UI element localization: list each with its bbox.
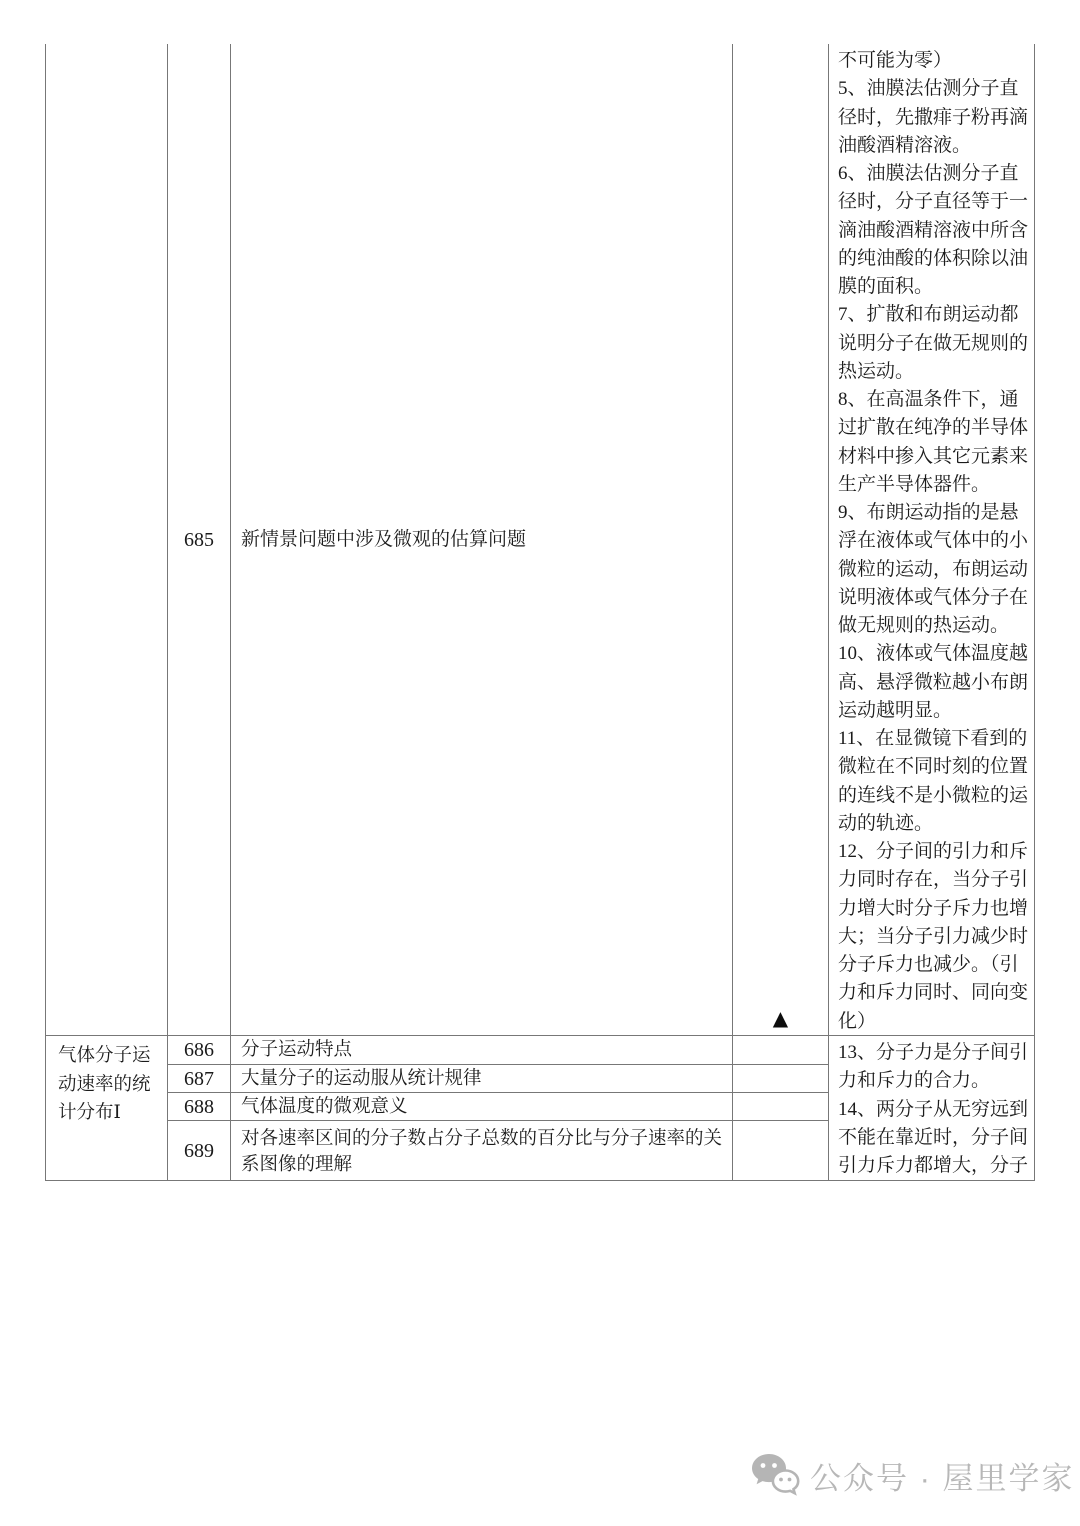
- note-line: 说明液体或气体分子在: [838, 586, 1029, 608]
- note-line: 力增大时分子斥力也增: [838, 897, 1029, 919]
- note-line: 微粒的运动，布朗运动: [838, 558, 1029, 580]
- note-line: 浮在液体或气体中的小: [838, 530, 1029, 552]
- note-line: 10、液体或气体温度越: [838, 643, 1029, 665]
- note-line: 径时，先撒痱子粉再滴: [838, 106, 1029, 128]
- note-line: 引力斥力都增大，分子: [838, 1155, 1029, 1176]
- note-line: 8、在高温条件下，通: [838, 389, 1019, 410]
- note-line: 径时，分子直径等于一: [838, 191, 1029, 213]
- note-line: 13、分子力是分子间引: [838, 1042, 1029, 1063]
- empty-cell-688: [732, 1093, 828, 1121]
- wechat-account-label: 公众号 · 屋里学家: [810, 1460, 1075, 1496]
- topic-number-685: 685: [167, 44, 230, 1036]
- note-line: 动的轨迹。: [838, 812, 934, 834]
- topic-number-689: 689: [167, 1121, 230, 1181]
- note-line: 的连线不是小微粒的运: [838, 784, 1029, 806]
- note-line: 14、两分子从无穷远到: [838, 1098, 1029, 1120]
- note-line: 力和斥力的合力。: [838, 1070, 991, 1092]
- category-cell-685: [45, 44, 167, 1036]
- empty-cell-687: [732, 1065, 828, 1093]
- note-line: 过扩散在纯净的半导体: [838, 417, 1029, 439]
- category-cell-gas-molecules: 气体分子运动速率的统计分布Ⅰ: [45, 1036, 167, 1181]
- topic-title-687: 大量分子的运动服从统计规律: [230, 1065, 732, 1093]
- note-line: 7、扩散和布朗运动都: [838, 304, 1019, 326]
- topic-number-688: 688: [167, 1093, 230, 1121]
- wechat-watermark: [750, 1452, 1075, 1498]
- up-triangle-icon: ▲: [772, 1006, 789, 1030]
- note-line: 油酸酒精溶液。: [838, 134, 972, 156]
- note-line: 膜的面积。: [838, 276, 934, 297]
- topic-title-685: 新情景问题中涉及微观的估算问题: [230, 44, 732, 1036]
- note-line: 生产半导体器件。: [838, 473, 991, 495]
- wechat-icon: [750, 1452, 800, 1498]
- notes-cell-685: [828, 44, 1035, 1036]
- note-line: 12、分子间的引力和斥: [838, 841, 1029, 862]
- note-line: 高、悬浮微粒越小布朗: [838, 671, 1029, 693]
- note-line: 的纯油酸的体积除以油: [838, 247, 1029, 269]
- topic-number-686: 686: [167, 1036, 230, 1065]
- empty-cell-686: [732, 1036, 828, 1065]
- note-line: 5、油膜法估测分子直: [838, 78, 1019, 100]
- note-line: 不能在靠近时，分子间: [838, 1126, 1029, 1148]
- topic-title-686: 分子运动特点: [230, 1036, 732, 1065]
- marker-cell: [732, 44, 828, 1036]
- note-line: 9、布朗运动指的是悬: [838, 502, 1019, 523]
- topic-title-689: 对各速率区间的分子数占分子总数的百分比与分子速率的关系图像的理解: [230, 1121, 732, 1181]
- note-line: 做无规则的热运动。: [838, 615, 1010, 636]
- topic-title-688: 气体温度的微观意义: [230, 1093, 732, 1121]
- notes-cell-686-689: [828, 1036, 1035, 1181]
- note-line: 力和斥力同时、同向变: [838, 982, 1029, 1004]
- topics-table: [45, 44, 1035, 1181]
- topic-number-687: 687: [167, 1065, 230, 1093]
- note-line: 力同时存在，当分子引: [838, 869, 1029, 891]
- note-line: 大；当分子引力减少时: [838, 925, 1029, 947]
- note-line: 运动越明显。: [838, 699, 953, 721]
- note-line: 材料中掺入其它元素来: [838, 445, 1029, 467]
- note-line: 说明分子在做无规则的: [838, 332, 1029, 354]
- note-line: 化）: [838, 1010, 877, 1032]
- note-line: 微粒在不同时刻的位置: [838, 756, 1029, 778]
- note-line: 热运动。: [838, 360, 915, 382]
- note-line: 11、在显微镜下看到的: [838, 728, 1028, 749]
- empty-cell-689: [732, 1121, 828, 1181]
- note-line: 滴油酸酒精溶液中所含: [838, 219, 1029, 241]
- note-line: 不可能为零）: [838, 50, 953, 71]
- note-line: 6、油膜法估测分子直: [838, 163, 1019, 184]
- note-line: 分子斥力也减少。（引: [838, 954, 1019, 975]
